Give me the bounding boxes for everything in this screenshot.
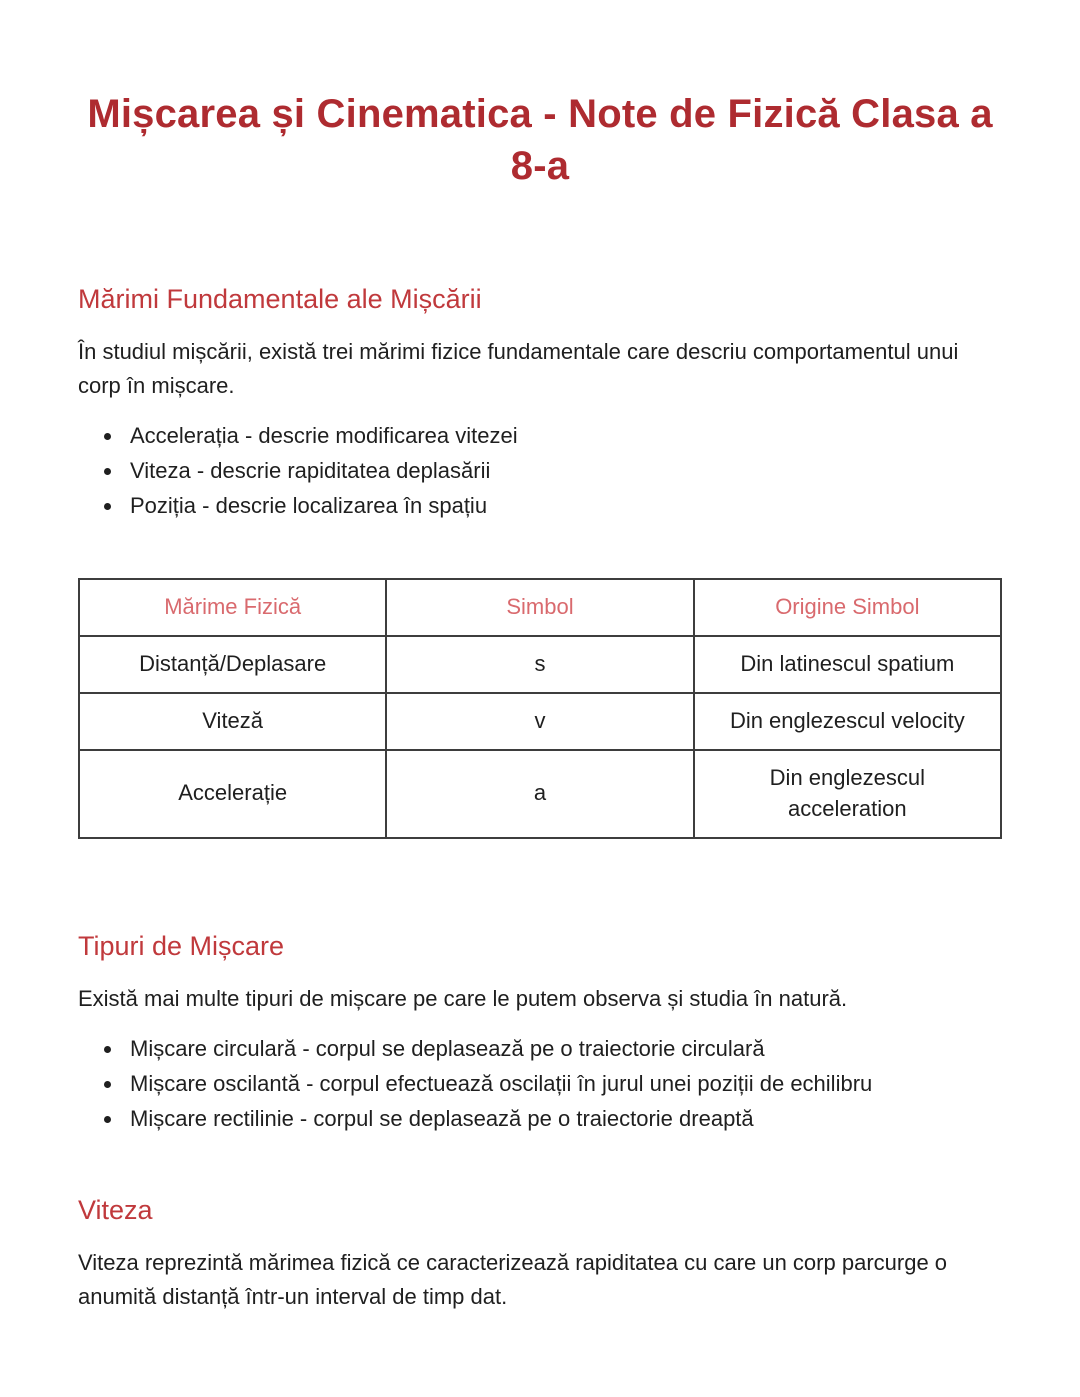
section-heading-fundamentals: Mărimi Fundamentale ale Mișcării bbox=[78, 284, 482, 314]
section-types bbox=[78, 931, 1002, 1135]
bullet-item: • Mișcare circulară - corpul se deplasează pe o traiectorie circulară bbox=[124, 1032, 1002, 1065]
bullet-item: • Accelerația - descrie modificarea vitezei bbox=[124, 419, 1002, 452]
table-cell: v bbox=[386, 693, 693, 750]
section-heading-speed: Viteza bbox=[78, 1194, 153, 1225]
table-cell: Din englezescul velocity bbox=[694, 693, 1001, 750]
page-title: Mișcarea și Cinematica - Note de Fizică Clasa a 8-a bbox=[87, 92, 993, 188]
table-cell: Viteză bbox=[79, 693, 386, 750]
table-cell: s bbox=[386, 636, 693, 693]
fundamentals-intro-paragraph: În studiul mișcării, există trei mărimi fizice fundamentale care descriu comportamentul unui corp în mișcare. bbox=[78, 339, 959, 399]
table-header-row bbox=[79, 579, 1001, 636]
quantities-table bbox=[78, 578, 1002, 838]
bullet-item: • Viteza - descrie rapiditatea deplasării bbox=[124, 454, 1002, 487]
types-intro-paragraph: Există mai multe tipuri de mișcare pe care le putem observa și studia în natură. bbox=[78, 985, 848, 1011]
bullet-item: • Mișcare rectilinie - corpul se deplasează pe o traiectorie dreaptă bbox=[124, 1102, 1002, 1135]
table-row bbox=[79, 750, 1001, 838]
section-heading-types: Tipuri de Mișcare bbox=[78, 930, 285, 961]
bullet-item: • Mișcare oscilantă - corpul efectuează oscilații în jurul unei poziții de echilibru bbox=[124, 1067, 1002, 1100]
speed-intro-paragraph: Viteza reprezintă mărimea fizică ce caracterizează rapiditatea cu care un corp parcurge o anumită distanță într-un interval de timp dat. bbox=[78, 1249, 948, 1309]
table-cell: a bbox=[386, 750, 693, 838]
table-cell: Din latinescul spatium bbox=[694, 636, 1001, 693]
table-row bbox=[79, 636, 1001, 693]
table-header-cell: Mărime Fizică bbox=[79, 579, 386, 636]
table-cell: Distanță/Deplasare bbox=[79, 636, 386, 693]
fundamentals-bullet-list bbox=[102, 419, 1002, 522]
table-cell: Accelerație bbox=[79, 750, 386, 838]
section-fundamentals bbox=[78, 284, 1002, 522]
quantities-table-wrap bbox=[78, 578, 1002, 838]
section-speed bbox=[78, 1195, 1002, 1314]
table-cell: Din englezescul acceleration bbox=[694, 750, 1001, 838]
bullet-item: • Poziția - descrie localizarea în spațiu bbox=[124, 489, 1002, 522]
table-header-cell: Simbol bbox=[386, 579, 693, 636]
table-header-cell: Origine Simbol bbox=[694, 579, 1001, 636]
types-bullet-list bbox=[102, 1032, 1002, 1135]
table-row bbox=[79, 693, 1001, 750]
